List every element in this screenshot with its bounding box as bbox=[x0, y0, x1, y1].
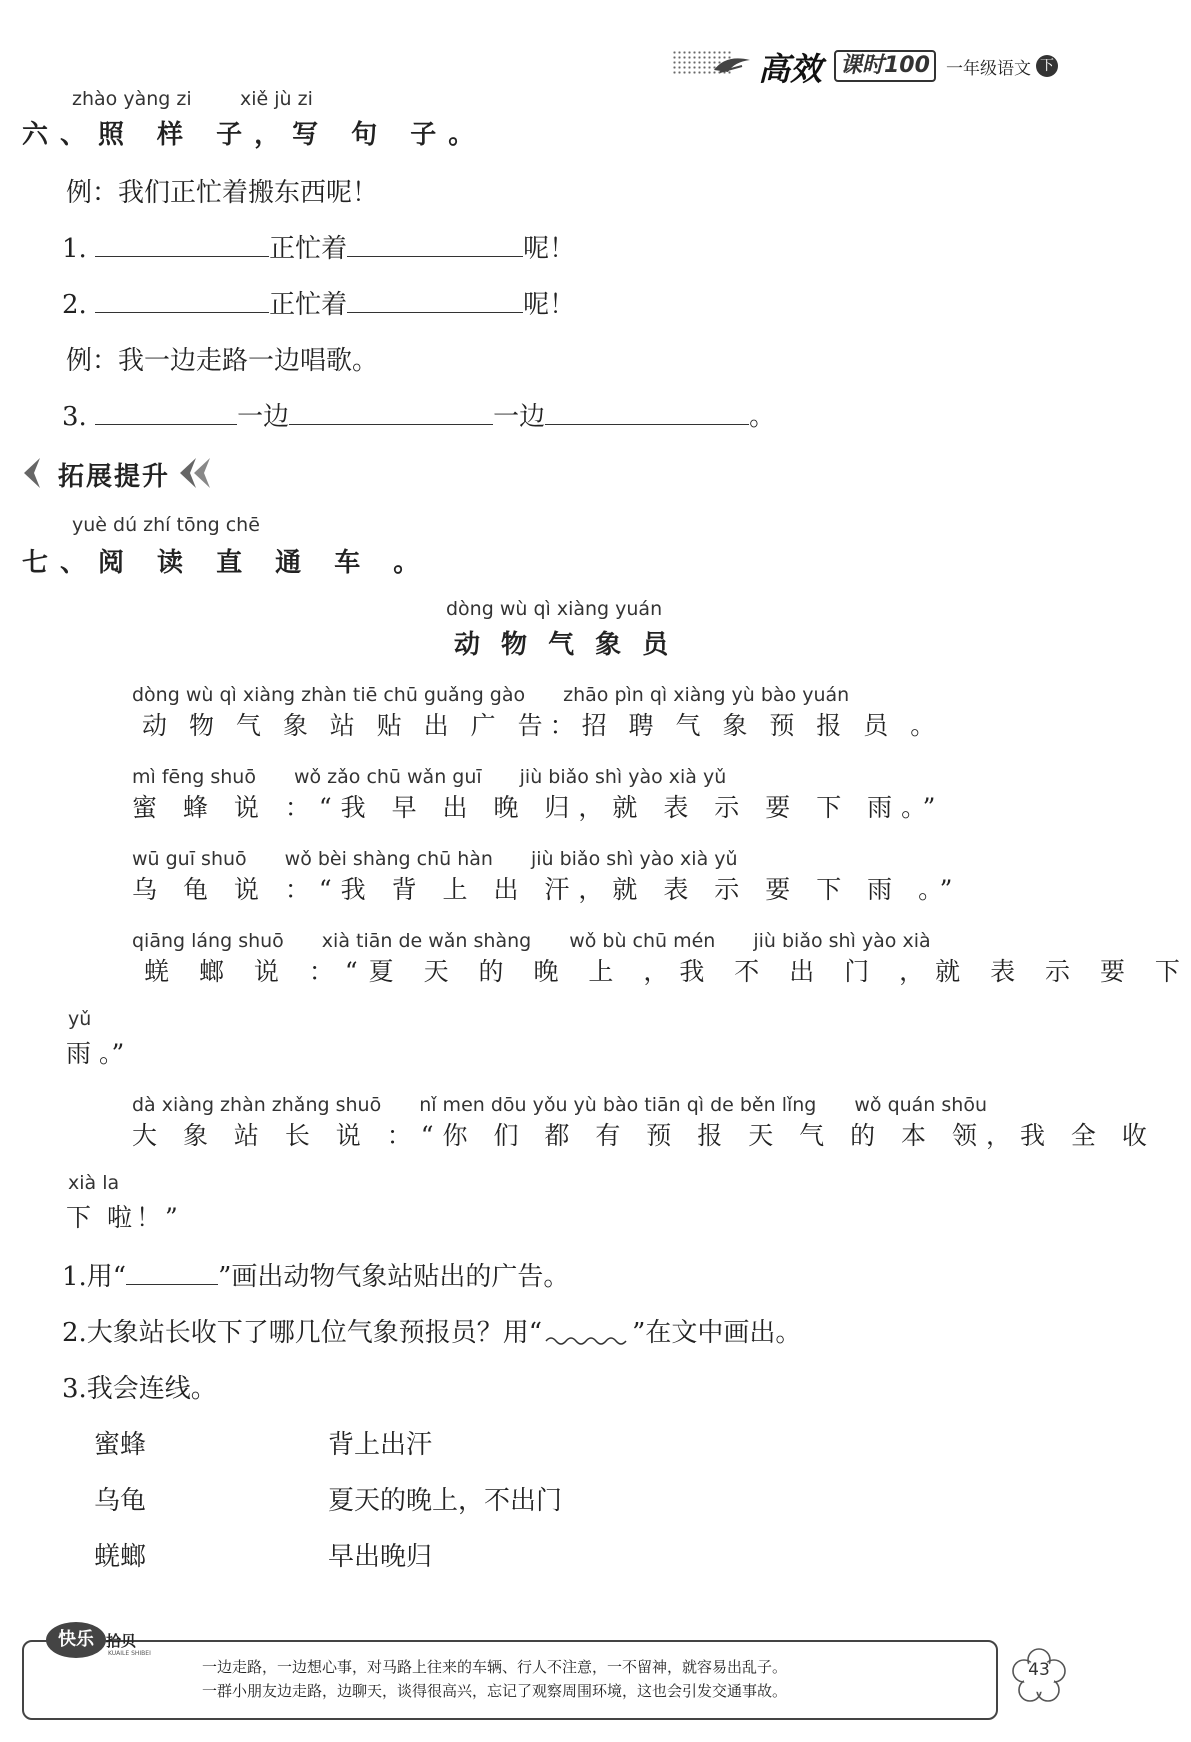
match-right-1[interactable]: 背上出汗 bbox=[328, 1430, 433, 1460]
s7-q2-wavy-line-sample bbox=[542, 1325, 632, 1347]
passage-line-6-pinyin: dà xiàng zhàn zhǎng shuō nǐ men dōu yǒu yù bào tiān qì de běn lǐng wǒ quán shōu bbox=[132, 1094, 988, 1116]
s7-pinyin: yuè dú zhí tōng chē bbox=[72, 514, 260, 536]
q2-blank-subject[interactable] bbox=[95, 288, 269, 313]
section7-title: 七、阅 读 直 通 车 。 bbox=[22, 548, 432, 578]
s6-example2: 例：我一边走路一边唱歌。 bbox=[66, 346, 379, 376]
match-right-3[interactable]: 早出晚归 bbox=[328, 1542, 433, 1572]
s7-q1-post: ”画出动物气象站贴出的广告。 bbox=[218, 1262, 570, 1292]
q2-ne-text: 呢！ bbox=[523, 290, 576, 320]
s7-q2-pre: 2.大象站长收下了哪几位气象预报员？用“ bbox=[62, 1318, 543, 1348]
passage-line-5-pinyin: yǔ bbox=[68, 1008, 92, 1030]
s6-question-3 bbox=[62, 396, 775, 433]
q3-blank-subject[interactable] bbox=[95, 400, 237, 425]
q1-busy-text: 正忙着 bbox=[269, 234, 348, 264]
s6-example1: 例：我们正忙着搬东西呢！ bbox=[66, 178, 379, 208]
q3-blank-action-1[interactable] bbox=[289, 400, 493, 425]
tips-logo-small: KUAILE SHIBEI bbox=[108, 1650, 151, 1657]
header-brand-box: 课时100 bbox=[834, 50, 936, 82]
match-left-2[interactable]: 乌龟 bbox=[94, 1486, 147, 1516]
passage-title-pinyin: dòng wù qì xiàng yuán bbox=[446, 598, 663, 620]
header-brand-main: 高效 bbox=[758, 50, 823, 88]
q2-number: 2. bbox=[62, 290, 87, 320]
passage-line-4: 蜣 螂 说 ：“夏 天 的 晚 上 ，我 不 出 门 ，就 表 示 要 下 bbox=[144, 957, 1191, 986]
q3-yibian-2: 一边 bbox=[493, 402, 546, 432]
s6-pinyin-a: zhào yàng zi bbox=[72, 88, 192, 110]
banner-label: 拓展提升 bbox=[58, 462, 171, 492]
passage-title: 动 物 气 象 员 bbox=[454, 630, 675, 660]
s7-q2-post: ”在文中画出。 bbox=[632, 1318, 802, 1348]
passage-line-1: 动 物 气 象 站 贴 出 广 告：招 聘 气 象 预 报 员 。 bbox=[142, 711, 943, 740]
passage-line-2-pinyin: mì fēng shuō wǒ zǎo chū wǎn guī jiù biǎo shì yào xià yǔ bbox=[132, 766, 727, 788]
q3-period: 。 bbox=[749, 402, 776, 432]
banner-right-chevron-icon bbox=[174, 456, 214, 490]
header-subject: 一年级语文 bbox=[946, 59, 1031, 79]
header-volume-badge: 下 bbox=[1036, 55, 1058, 77]
passage-line-6: 大 象 站 长 说 ：“你 们 都 有 预 报 天 气 的 本 领，我 全 收 bbox=[132, 1121, 1156, 1150]
s6-pinyin-b: xiě jù zi bbox=[240, 88, 313, 110]
q1-blank-subject[interactable] bbox=[95, 232, 269, 257]
q1-number: 1. bbox=[62, 234, 87, 264]
passage-line-4-pinyin: qiāng láng shuō xià tiān de wǎn shàng wǒ bù chū mén jiù biǎo shì yào xià bbox=[132, 930, 931, 952]
s7-q1-pre: 1.用“ bbox=[62, 1262, 127, 1292]
tips-line-2: 一群小朋友边走路，边聊天，谈得很高兴，忘记了观察周围环境，这也会引发交通事故。 bbox=[202, 1682, 788, 1700]
s6-question-2 bbox=[62, 284, 575, 321]
match-right-2[interactable]: 夏天的晚上，不出门 bbox=[328, 1486, 563, 1516]
q2-blank-action[interactable] bbox=[347, 288, 523, 313]
q3-blank-action-2[interactable] bbox=[545, 400, 749, 425]
tips-line-1: 一边走路，一边想心事，对马路上往来的车辆、行人不注意，一不留神，就容易出乱子。 bbox=[202, 1658, 788, 1676]
s7-question-2 bbox=[62, 1312, 801, 1349]
q2-busy-text: 正忙着 bbox=[269, 290, 348, 320]
passage-line-7: 下 啦！” bbox=[66, 1203, 182, 1232]
q3-yibian-1: 一边 bbox=[237, 402, 290, 432]
tips-logo-bubble: 快乐 bbox=[46, 1622, 106, 1658]
s7-question-1 bbox=[62, 1256, 569, 1293]
page-number: 43 bbox=[1028, 1660, 1050, 1680]
passage-line-3: 乌 龟 说 ：“我 背 上 出 汗，就 表 示 要 下 雨 。” bbox=[132, 875, 962, 904]
s7-question-3: 3.我会连线。 bbox=[62, 1374, 217, 1404]
q1-ne-text: 呢！ bbox=[523, 234, 576, 264]
section6-title: 六、照 样 子，写 句 子。 bbox=[22, 120, 487, 150]
passage-line-7-pinyin: xià la bbox=[68, 1172, 120, 1194]
tips-logo-word: 拾贝 bbox=[106, 1632, 137, 1650]
q3-number: 3. bbox=[62, 402, 87, 432]
s6-question-1 bbox=[62, 228, 575, 265]
passage-line-3-pinyin: wū guī shuō wǒ bèi shàng chū hàn jiù biǎo shì yào xià yǔ bbox=[132, 848, 738, 870]
header-bird-icon bbox=[712, 50, 752, 76]
s7-q1-straight-line-sample bbox=[126, 1260, 218, 1285]
q1-blank-action[interactable] bbox=[347, 232, 523, 257]
banner-left-chevron-icon bbox=[20, 456, 44, 490]
passage-line-5: 雨 。” bbox=[66, 1039, 125, 1068]
passage-line-2: 蜜 蜂 说 ：“我 早 出 晚 归，就 表 示 要 下 雨。” bbox=[132, 793, 945, 822]
passage-line-1-pinyin: dòng wù qì xiàng zhàn tiē chū guǎng gào zhāo pìn qì xiàng yù bào yuán bbox=[132, 684, 850, 706]
match-left-3[interactable]: 蜣螂 bbox=[94, 1542, 147, 1572]
match-left-1[interactable]: 蜜蜂 bbox=[94, 1430, 147, 1460]
